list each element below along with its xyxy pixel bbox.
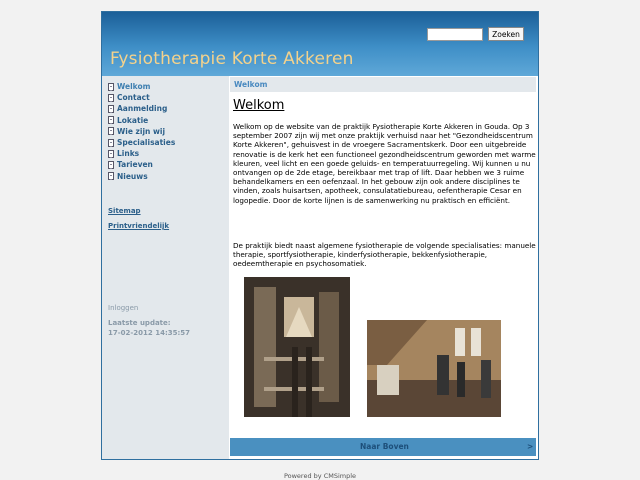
main-menu [108,81,175,182]
intro-paragraph: Welkom op de website van de praktijk Fysiotherapie Korte Akkeren in Gouda. Op 3 september 2007 zijn wij met onze praktijk verhuisd naar het "Gezondheidscentrum Korte Akkeren", gehuisvest in de vroegere Sacramentskerk. Door een uitgebreide renovatie is de kerk het een functioneel gezondheidscentrum geworden met warme kleuren, veel licht en een goede geluids- en temperatuurregeling. Wij kunnen u nu ontvangen op de 2de etage, bereikbaar met trap of lift. Daar hebben we 3 ruime behandelkamers en een oefenzaal. In het gebouw zijn ook andere disciplines te vinden, zoals huisartsen, apotheek, consulatatiebureau, oefentherapie Cesar en logopedie. Door de korte lijnen is de samenwerking nu praktisch en efficiënt. [233,122,536,205]
login-link[interactable]: Inloggen [108,304,139,312]
search-button[interactable]: Zoeken [488,27,524,41]
menu-link-lokatie[interactable]: Lokatie [117,115,149,125]
sitemap-link[interactable]: Sitemap [108,207,141,215]
site-container [101,11,539,460]
page-title: Welkom [233,98,285,113]
breadcrumb: Welkom [234,80,268,89]
back-to-top-bar [230,438,536,456]
menu-item-wie-zijn-wij[interactable] [108,126,175,137]
menu-link-contact[interactable]: Contact [117,93,150,103]
menu-link-nieuws[interactable]: Nieuws [117,171,148,181]
menu-item-contact[interactable] [108,92,175,103]
exercise-room-photo [367,320,501,417]
menu-item-tarieven[interactable] [108,159,175,170]
menu-link-links[interactable]: Links [117,149,140,159]
menu-item-specialisaties[interactable] [108,137,175,148]
document-icon [108,161,114,169]
document-icon [108,83,114,91]
site-header [102,12,538,76]
menu-item-welkom[interactable] [108,81,175,92]
main-content [229,76,538,459]
breadcrumb-bar [230,77,536,92]
document-icon [108,150,114,158]
menu-item-links[interactable] [108,148,175,159]
menu-link-welkom[interactable]: Welkom [117,82,151,92]
powered-by-text: Powered by CMSimple [283,472,357,480]
menu-link-tarieven[interactable]: Tarieven [117,160,153,170]
document-icon [108,105,114,113]
document-icon [108,172,114,180]
document-icon [108,94,114,102]
printer-friendly-link[interactable]: Printvriendelijk [108,222,170,230]
last-update-label: Laatste update: [108,319,171,327]
sidebar [102,76,229,459]
site-title: Fysiotherapie Korte Akkeren [110,49,354,69]
document-icon [108,127,114,135]
menu-item-aanmelding[interactable] [108,103,175,114]
search-input[interactable] [427,28,483,41]
menu-link-wie-zijn-wij[interactable]: Wie zijn wij [117,126,166,136]
menu-item-nieuws[interactable] [108,171,175,182]
arrow-right-icon[interactable]: > [527,442,534,451]
document-icon [108,139,114,147]
back-to-top-link[interactable]: Naar Boven [360,442,409,451]
church-interior-photo [244,277,350,417]
last-update-value: 17-02-2012 14:35:57 [108,329,191,337]
specialisations-paragraph: De praktijk biedt naast algemene fysiotherapie de volgende specialisaties: manuele therapie, sportfysiotherapie, kinderfysiotherapie, bekkenfysiotherapie, oedeemtherapie en psychosomatiek. [233,241,536,269]
menu-link-specialisaties[interactable]: Specialisaties [117,138,176,148]
menu-link-aanmelding[interactable]: Aanmelding [117,104,168,114]
menu-item-lokatie[interactable] [108,115,175,126]
document-icon [108,116,114,124]
